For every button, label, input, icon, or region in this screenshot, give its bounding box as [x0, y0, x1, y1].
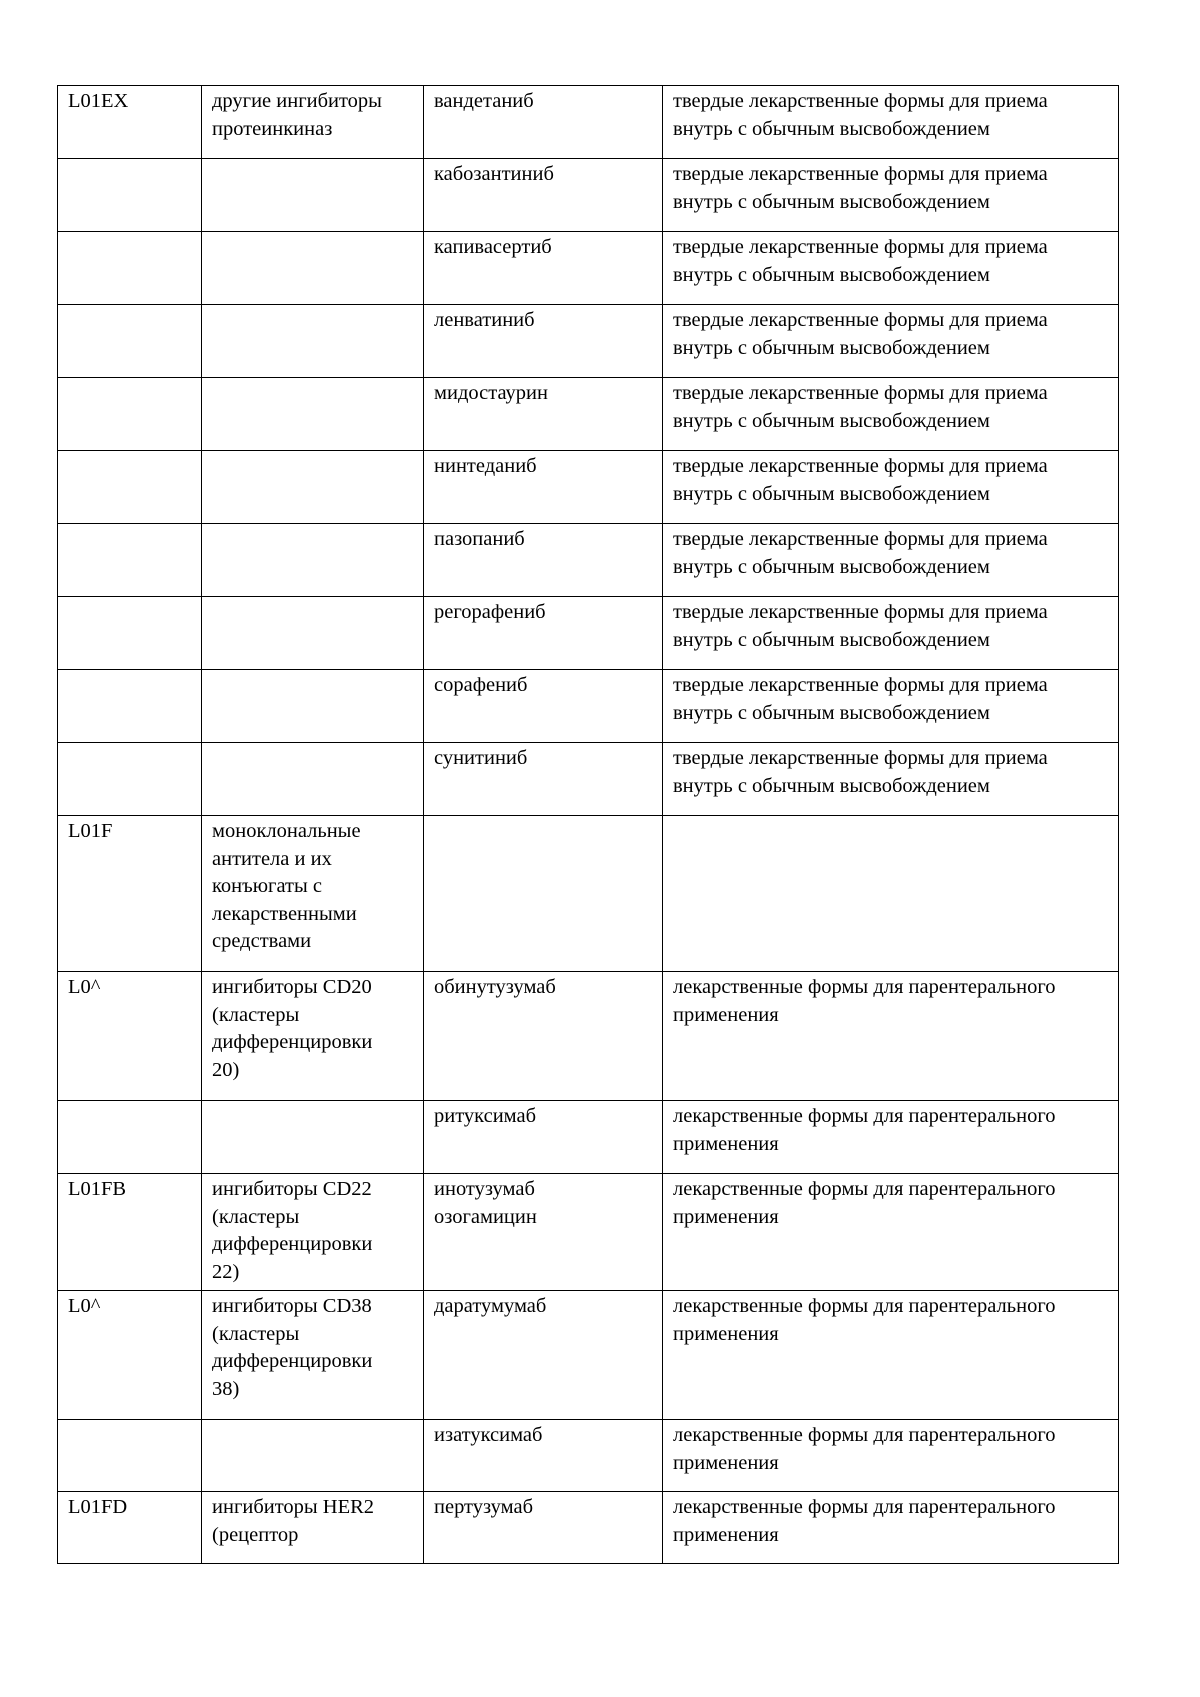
atc-code-cell: [58, 86, 202, 159]
group-name-line: ингибиторы CD38: [212, 1295, 372, 1317]
dosage-form-cell: [663, 305, 1119, 378]
drug-name-cell: [424, 1492, 663, 1564]
dosage-form-cell: [663, 972, 1119, 1101]
drug-name: ритуксимаб: [434, 1105, 537, 1127]
drug-name-cell: [424, 86, 663, 159]
atc-code-cell: [58, 743, 202, 816]
dosage-form-line: внутрь с обычным высвобождением: [673, 774, 990, 797]
table-row: [58, 232, 1119, 305]
drug-name: вандетаниб: [434, 90, 534, 112]
table-row: [58, 86, 1119, 159]
group-name-line: ингибиторы CD22: [212, 1178, 372, 1200]
atc-code-cell: [58, 1101, 202, 1174]
dosage-form-line: лекарственные формы для парентерального: [673, 1424, 1056, 1446]
group-name-line: другие ингибиторы: [212, 90, 382, 112]
group-name-line: (кластеры: [212, 1205, 300, 1228]
table-row: [58, 524, 1119, 597]
drug-name: пазопаниб: [434, 528, 525, 550]
atc-code: L01FB: [68, 1178, 127, 1200]
group-name-cell: [202, 597, 424, 670]
dosage-form-cell: [663, 743, 1119, 816]
drug-name: ленватиниб: [434, 309, 535, 331]
group-name-cell: [202, 1492, 424, 1564]
atc-code-cell: [58, 1174, 202, 1291]
dosage-form-line: внутрь с обычным высвобождением: [673, 701, 990, 724]
dosage-form-line: лекарственные формы для парентерального: [673, 1178, 1056, 1200]
dosage-form-cell: [663, 524, 1119, 597]
drug-name: регорафениб: [434, 601, 546, 623]
drug-name-cell: [424, 1420, 663, 1492]
group-name-line: конъюгаты с: [212, 875, 322, 897]
dosage-form-cell: [663, 816, 1119, 972]
atc-code: L01EX: [68, 90, 129, 112]
atc-code-cell: [58, 1420, 202, 1492]
table-row: [58, 816, 1119, 972]
dosage-form-line: твердые лекарственные формы для приема: [673, 309, 1048, 331]
atc-code-cell: [58, 670, 202, 743]
dosage-form-line: внутрь с обычным высвобождением: [673, 117, 990, 140]
group-name-cell: [202, 1291, 424, 1420]
drug-name: обинутузумаб: [434, 976, 556, 998]
dosage-form-line: применения: [673, 1205, 779, 1228]
group-name-line: (кластеры: [212, 1322, 300, 1345]
dosage-form-cell: [663, 670, 1119, 743]
dosage-form-line: твердые лекарственные формы для приема: [673, 163, 1048, 185]
dosage-form-line: лекарственные формы для парентерального: [673, 1295, 1056, 1317]
dosage-form-line: внутрь с обычным высвобождением: [673, 190, 990, 213]
table-row: [58, 451, 1119, 524]
group-name-cell: [202, 670, 424, 743]
dosage-form-line: внутрь с обычным высвобождением: [673, 336, 990, 359]
dosage-form-line: твердые лекарственные формы для приема: [673, 455, 1048, 477]
dosage-form-cell: [663, 597, 1119, 670]
atc-code-cell: [58, 305, 202, 378]
group-name-line: ингибиторы HER2: [212, 1496, 375, 1518]
drug-name-cell: [424, 1291, 663, 1420]
atc-code-cell: [58, 972, 202, 1101]
dosage-form-line: внутрь с обычным высвобождением: [673, 263, 990, 286]
atc-code-cell: [58, 378, 202, 451]
drug-name-cell: [424, 451, 663, 524]
atc-code-cell: [58, 451, 202, 524]
table-row: [58, 972, 1119, 1101]
group-name-cell: [202, 816, 424, 972]
drug-name: мидостаурин: [434, 382, 548, 404]
table-row: [58, 670, 1119, 743]
group-name-line: ингибиторы CD20: [212, 976, 372, 998]
drug-name-cell: [424, 670, 663, 743]
drug-name-cell: [424, 743, 663, 816]
group-name-cell: [202, 743, 424, 816]
dosage-form-line: внутрь с обычным высвобождением: [673, 409, 990, 432]
drug-name: пертузумаб: [434, 1496, 533, 1518]
group-name-cell: [202, 451, 424, 524]
dosage-form-cell: [663, 159, 1119, 232]
group-name-line: (кластеры: [212, 1003, 300, 1026]
drug-name-cell: [424, 378, 663, 451]
dosage-form-line: твердые лекарственные формы для приема: [673, 236, 1048, 258]
atc-code-cell: [58, 232, 202, 305]
drug-name: инотузумаб: [434, 1178, 535, 1200]
table-row: [58, 597, 1119, 670]
group-name-line: дифференцировки: [212, 1031, 373, 1053]
atc-code-cell: [58, 597, 202, 670]
group-name-cell: [202, 972, 424, 1101]
drug-name-cell: [424, 305, 663, 378]
atc-code: L0^: [68, 976, 101, 998]
drug-name: кабозантиниб: [434, 163, 554, 185]
group-name-cell: [202, 524, 424, 597]
dosage-form-line: применения: [673, 1132, 779, 1155]
dosage-form-line: твердые лекарственные формы для приема: [673, 747, 1048, 769]
dosage-form-line: применения: [673, 1003, 779, 1026]
atc-code-cell: [58, 1492, 202, 1564]
dosage-form-line: внутрь с обычным высвобождением: [673, 555, 990, 578]
dosage-form-cell: [663, 1420, 1119, 1492]
dosage-form-line: применения: [673, 1322, 779, 1345]
atc-code: L01FD: [68, 1496, 128, 1518]
group-name-cell: [202, 1420, 424, 1492]
group-name-line: средствами: [212, 930, 312, 952]
atc-code-cell: [58, 816, 202, 972]
table-row: [58, 1291, 1119, 1420]
group-name-line: 38): [212, 1377, 240, 1400]
dosage-form-line: твердые лекарственные формы для приема: [673, 382, 1048, 404]
atc-code: L01F: [68, 820, 113, 842]
dosage-form-cell: [663, 378, 1119, 451]
dosage-form-line: твердые лекарственные формы для приема: [673, 528, 1048, 550]
drug-name: сорафениб: [434, 674, 528, 696]
table-row: [58, 1101, 1119, 1174]
dosage-form-line: внутрь с обычным высвобождением: [673, 482, 990, 505]
dosage-form-line: применения: [673, 1451, 779, 1474]
drug-name: изатуксимаб: [434, 1424, 543, 1446]
table-row: [58, 1492, 1119, 1564]
dosage-form-cell: [663, 1174, 1119, 1291]
group-name-line: антитела и их: [212, 847, 332, 870]
group-name-cell: [202, 378, 424, 451]
group-name-cell: [202, 305, 424, 378]
drug-name-cell: [424, 159, 663, 232]
table-row: [58, 1420, 1119, 1492]
group-name-line: дифференцировки: [212, 1233, 373, 1255]
drug-name-cell: [424, 1101, 663, 1174]
group-name-line: моноклональные: [212, 820, 361, 842]
atc-code-cell: [58, 524, 202, 597]
group-name-cell: [202, 1174, 424, 1291]
group-name-cell: [202, 232, 424, 305]
drug-name-cell: [424, 524, 663, 597]
dosage-form-cell: [663, 86, 1119, 159]
dosage-form-line: твердые лекарственные формы для приема: [673, 674, 1048, 696]
dosage-form-cell: [663, 1492, 1119, 1564]
group-name-cell: [202, 86, 424, 159]
dosage-form-line: твердые лекарственные формы для приема: [673, 601, 1048, 623]
drug-name-cell: [424, 816, 663, 972]
table-row: [58, 159, 1119, 232]
dosage-form-cell: [663, 232, 1119, 305]
group-name-cell: [202, 1101, 424, 1174]
atc-code: L0^: [68, 1295, 101, 1317]
drug-name: нинтеданиб: [434, 455, 537, 477]
group-name-line: дифференцировки: [212, 1350, 373, 1372]
dosage-form-line: применения: [673, 1523, 779, 1546]
dosage-form-line: твердые лекарственные формы для приема: [673, 90, 1048, 112]
group-name-line: 22): [212, 1260, 240, 1283]
group-name-cell: [202, 159, 424, 232]
table-row: [58, 1174, 1119, 1291]
group-name-line: лекарственными: [212, 902, 357, 925]
table-row: [58, 743, 1119, 816]
table-row: [58, 378, 1119, 451]
dosage-form-cell: [663, 451, 1119, 524]
group-name-line: (рецептор: [212, 1523, 299, 1546]
dosage-form-line: лекарственные формы для парентерального: [673, 1496, 1056, 1518]
drug-name: даратумумаб: [434, 1295, 547, 1317]
drug-name: сунитиниб: [434, 747, 528, 769]
dosage-form-line: лекарственные формы для парентерального: [673, 976, 1056, 998]
dosage-form-line: лекарственные формы для парентерального: [673, 1105, 1056, 1127]
drug-name-cell: [424, 972, 663, 1101]
table-row: [58, 305, 1119, 378]
group-name-line: 20): [212, 1058, 240, 1081]
drug-name: капивасертиб: [434, 236, 552, 258]
dosage-form-line: внутрь с обычным высвобождением: [673, 628, 990, 651]
drug-name-cell: [424, 1174, 663, 1291]
atc-code-cell: [58, 159, 202, 232]
drug-classification-table: [57, 85, 1119, 1564]
atc-code-cell: [58, 1291, 202, 1420]
drug-name-cell: [424, 232, 663, 305]
dosage-form-cell: [663, 1291, 1119, 1420]
drug-name-cell: [424, 597, 663, 670]
group-name-line: протеинкиназ: [212, 117, 333, 140]
dosage-form-cell: [663, 1101, 1119, 1174]
drug-name: озогамицин: [434, 1205, 537, 1228]
